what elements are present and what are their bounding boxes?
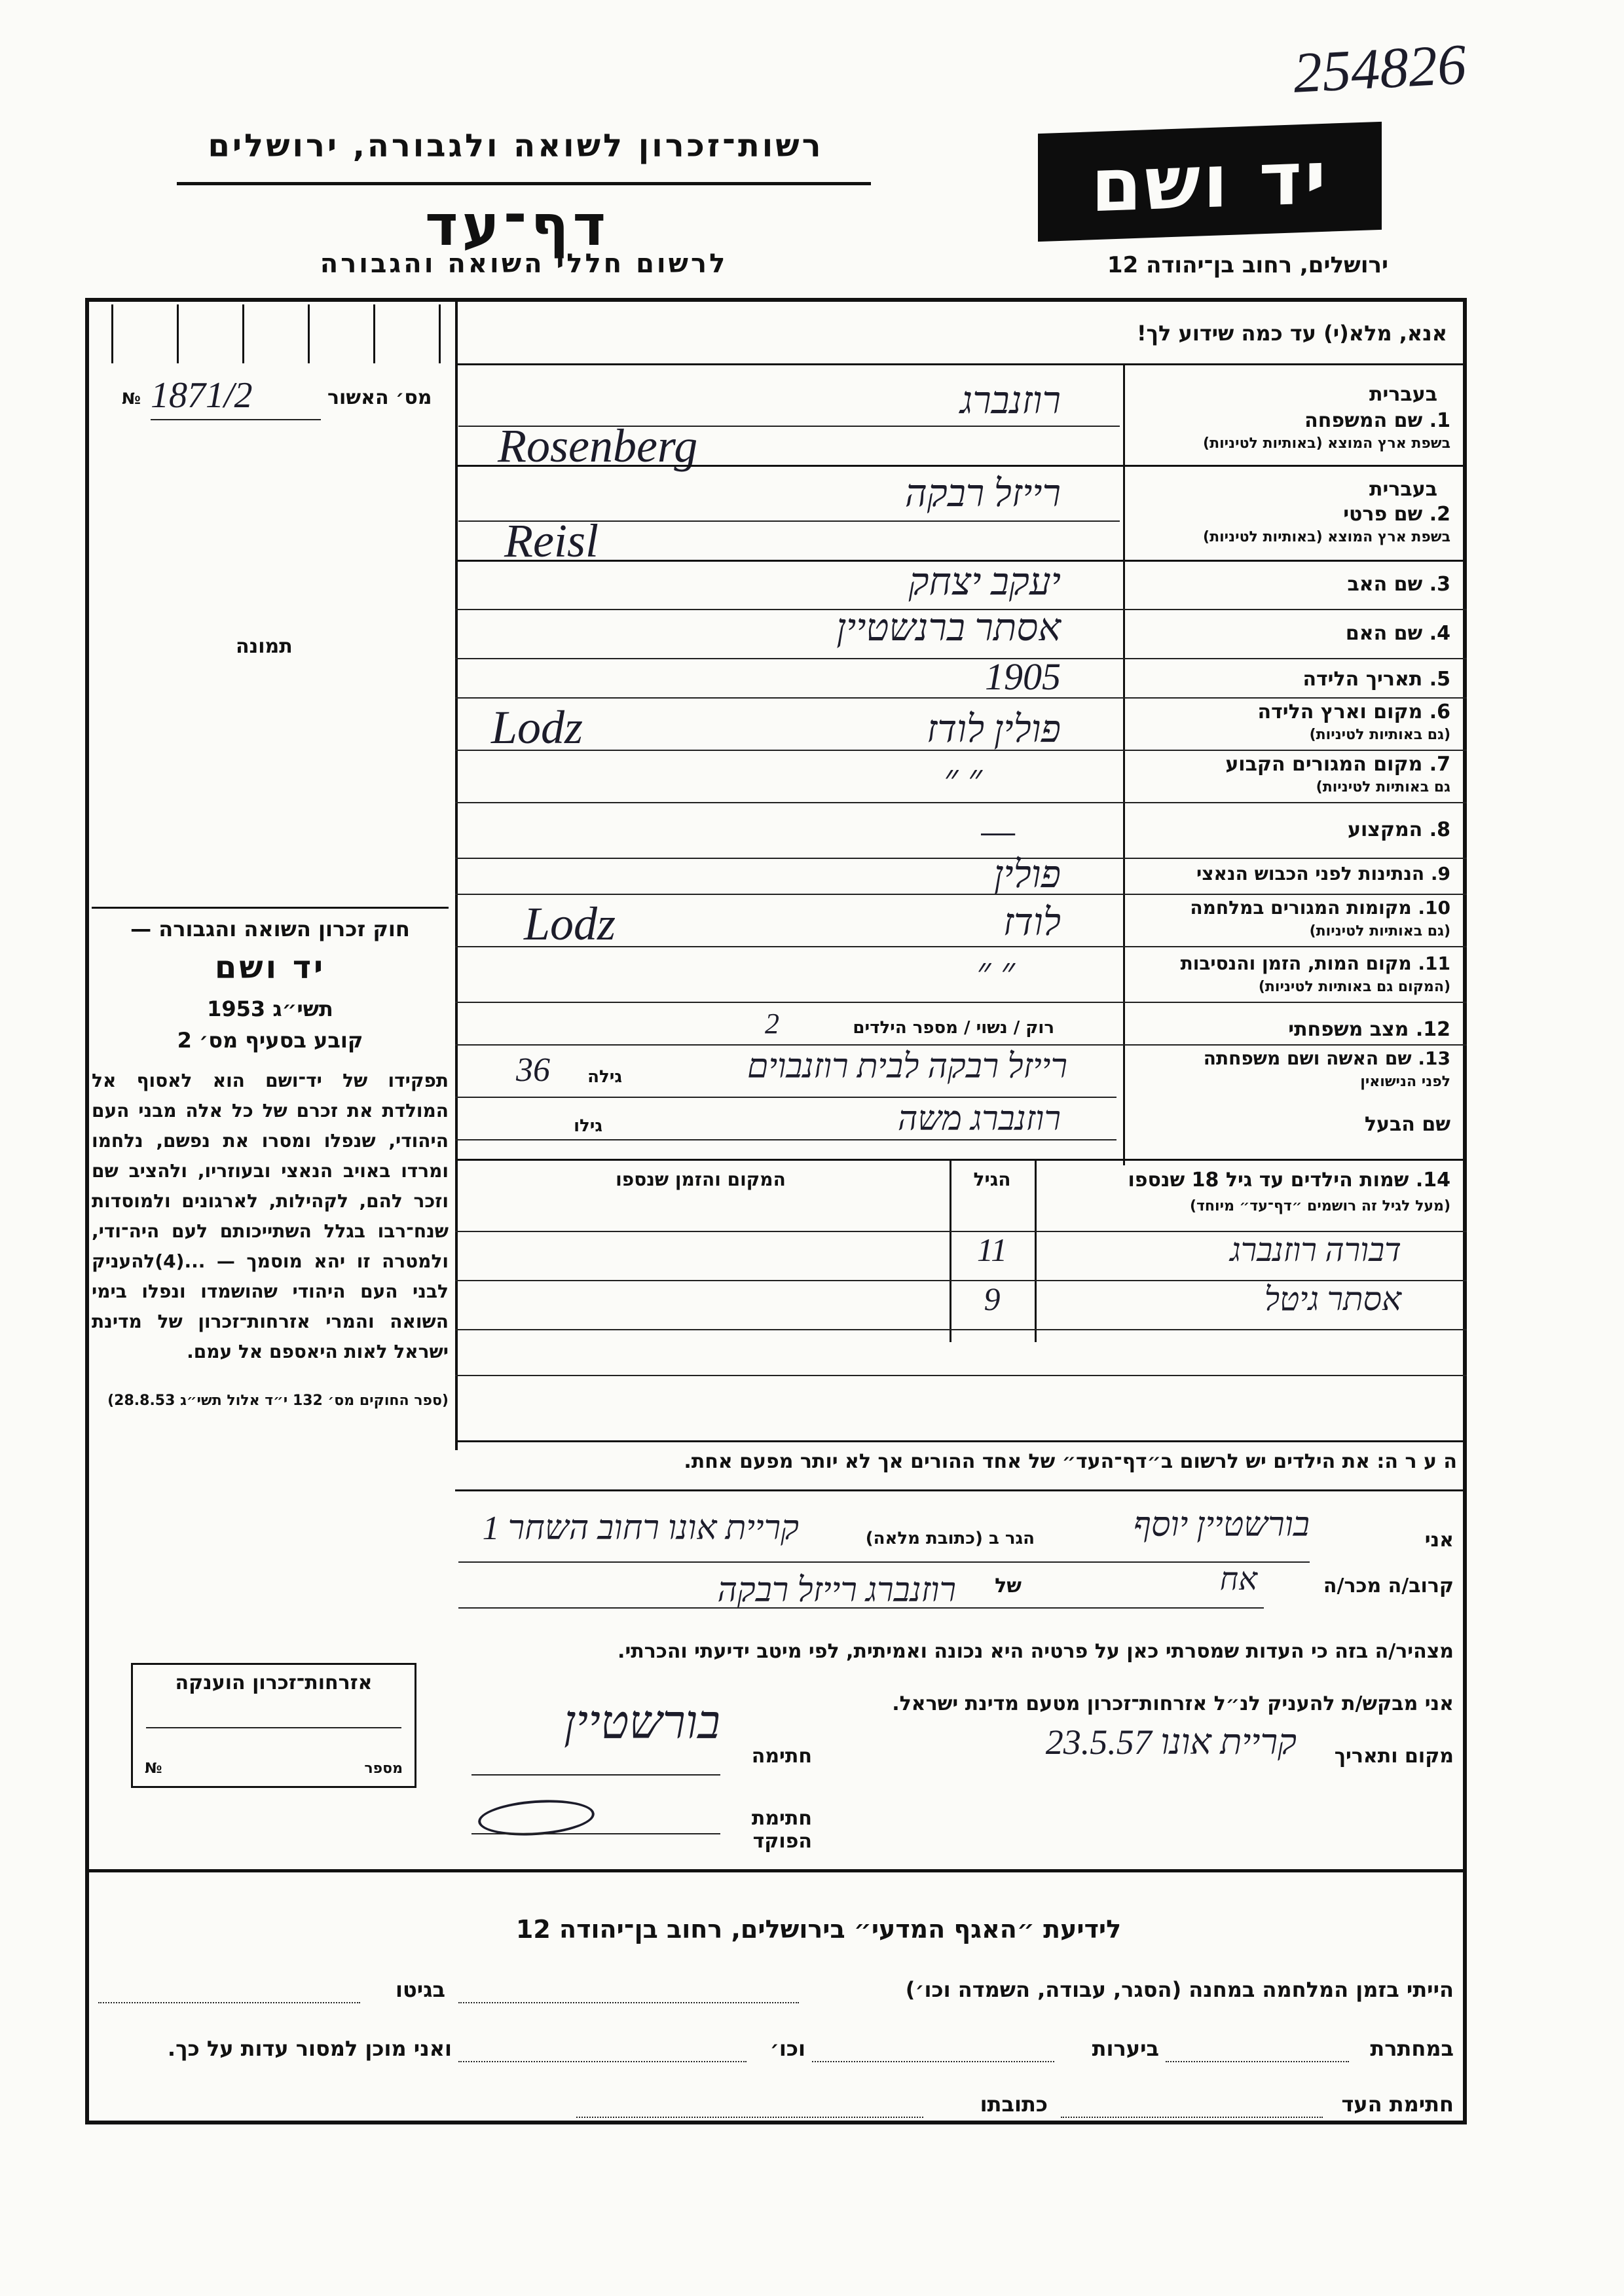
fill-line [458,2002,799,2003]
decl-subject: רוזנברג רייזל רבקה [717,1572,956,1609]
row-divider [455,894,1467,895]
f12-label: 12. מצב משפחתי [1288,1018,1450,1041]
place-date-value: קריית אונו 23.5.57 [1045,1722,1297,1762]
f5-value: 1905 [985,655,1061,698]
f7-sub: גם באותיות לטיניות) [1316,779,1450,795]
row-divider [455,697,1467,699]
law-body: תפקידו של יד־ושם הוא לאסוף אל המולדת את זכרם של כל אלה מבני העם היהודי, שנפלו ומסרו את נפשם, נלחמו ומרדו באויב הנאצי ובעוזריו, ולהציב שם וזכר להם, לקהילות, לארגונים ולמוסדות שנח־רבו בגלל השתייכותם לעם היה־ודי, ולמטרה זו יהא מוסמך — ...(4)להעניק לבני העם היהודי שהושמדו ונפלו בימי השואה והמרי אזרחות־זכרון של מדינת ישראל לאות היאספם אל עמם. [92,1070,449,1362]
f6-label: 6. מקום וארץ הלידה [1257,701,1450,723]
f6-sub: (גם באותיות לטיניות) [1309,727,1450,743]
law-footnote: (ספר החוקים מס׳ 132 י״ד אלול תשי״ג 28.8.53) [107,1393,449,1409]
row-divider [455,750,1467,751]
instruction-text: אנא, מלא(י) עד כמה שידוע לך! [1136,321,1447,346]
f13-age-value: 36 [516,1051,550,1089]
approval-tick-boxes [98,304,452,363]
decl-line [458,1607,1264,1609]
bottom-section-divider [85,1869,1467,1872]
husband-label: שם הבעל [1364,1113,1450,1136]
f11-label: 11. מקום המות, הזמן והנסיבות [1180,953,1450,974]
f4-label: 4. שם האם [1345,622,1450,645]
f10-label: 10. מקומות המגורים במלחמה [1190,897,1450,919]
row-divider [455,1375,1467,1376]
f10-sub: (גם באותיות לטיניות) [1309,923,1450,939]
law-year: תשי״ג 1953 [207,996,333,1021]
f10-latin-value: Lodz [524,898,616,950]
f13-sub: לפני הנישואין [1360,1074,1450,1090]
f1-sub: בשפת ארץ המוצא (באותיות לטיניות) [1203,435,1450,452]
law-panel [92,917,449,1493]
fill-line [576,2117,923,2118]
signature-value: בורשטיין [563,1696,720,1749]
signature-label: חתימה [751,1745,812,1768]
archive-number: 254826 [1291,33,1468,105]
child-2-name: אסתר גיטל [1264,1281,1401,1317]
f9-label: 9. הנתינות לפני הכבוש הנאצי [1196,863,1450,884]
row-divider [455,1002,1467,1003]
fill-line [98,2002,360,2003]
place-date-label: מקום ותאריך [1334,1745,1454,1768]
decl-relation-label: קרוב/ה מכר/ה [1323,1575,1454,1597]
f2-hebrew-value: רייזל רבקה [904,472,1061,515]
law-panel-top [92,907,449,909]
bottom-title: לידיעת ״האגף המדעי״ בירושלים, רחוב בן־יהודה 12 [515,1915,1122,1944]
note-top-line [455,1440,1467,1442]
approval-label: מס׳ האשור [327,386,432,409]
f6-hebrew-value: פולין לודז [927,708,1061,750]
col-place-header: המקום והזמן שנספו [616,1169,786,1190]
husband-value: רוזנברג משה [897,1101,1061,1138]
f12-options: רוק / נשוי / מספר הילדים [853,1018,1054,1038]
bottom-line2-c: וכו׳ [769,2036,805,2061]
f1-label: 1. שם המשפחה [1304,409,1450,432]
decl-of: של [995,1575,1022,1597]
form-subtitle: לרשום חללי השואה והגבורה [320,249,728,279]
decl-address: קריית אונו רחוב השחר 1 [482,1510,799,1547]
bottom-line3-a: חתימת העד [1341,2092,1454,2117]
page-title: דף־עד [424,193,610,259]
officer-label: חתימת הפוקד [751,1807,812,1853]
fill-line [1061,2117,1323,2118]
f8-label: 8. המקצוע [1348,818,1450,841]
row-line [455,1097,1116,1098]
signature-line [471,1774,720,1776]
f7-label: 7. מקום המגורים הקבוע [1225,753,1450,776]
memorial-number-label: מספר [364,1760,403,1777]
memorial-no-label: № [145,1760,162,1777]
f1-latin-value: Rosenberg [498,420,698,472]
hebrew-tag-1: בעברית [1369,383,1437,406]
husband-age-label: גילו [574,1116,602,1136]
address-line: ירושלים, רחוב בן־יהודה 12 [1107,252,1388,278]
bottom-line1-a: הייתי בזמן המלחמה במחנה (הסגר, עבודה, השמדה וכו׳) [905,1977,1454,2002]
memorial-box [131,1663,416,1788]
note-text: ה ע ר ה: את הילדים יש לרשום ב״דף־העד״ של אחד ההורים אך לא יותר מפעם אחת. [684,1450,1457,1473]
child-1-age: 11 [976,1231,1008,1268]
decl-relation: אח [1219,1562,1257,1597]
col-age-header: הגיל [973,1169,1011,1190]
bottom-line2-b: ביערות [1092,2036,1159,2061]
authority-header: רשות־זכרון לשואה ולגבורה, ירושלים [208,128,824,164]
fill-line [1166,2061,1349,2062]
fill-line [812,2061,1054,2062]
decl-statement: מצהיר/ה בזה כי העדות שמסרתי כאן על פרטיה היא נכונה ואמיתית, לפי מיטב ידיעתי והכרתי. [618,1640,1454,1663]
f2-label: 2. שם פרטי [1343,503,1450,526]
fill-line [458,2061,747,2062]
decl-address-label: הגר ב (כתובת מלאה) [865,1529,1035,1548]
photo-label: תמונה [236,635,293,658]
f7-value: ״ ״ [944,757,982,799]
f6-latin-value: Lodz [491,701,583,754]
f5-label: 5. תאריך הלידה [1302,668,1450,691]
row-divider [455,1044,1467,1046]
f12-children-value: 2 [765,1008,779,1040]
f13-value: רייזל רבקה לבית רוזנבוים [747,1048,1067,1085]
f9-value: פולין [993,853,1061,896]
approval-underline [151,419,321,420]
approval-number: 1871/2 [151,375,253,416]
f2-latin-value: Reisl [504,515,599,567]
decl-request: אני מבקש/ת להעניק לנ״ל אזרחות־זכרון מטעם מדינת ישראל. [892,1692,1454,1715]
row-divider [455,802,1467,803]
row-line [455,1139,1116,1140]
bottom-line1-b: בגיטו [396,1977,445,2002]
col-divider [1035,1159,1037,1342]
f11-sub: (המקום גם באותיות לטיניות) [1258,979,1450,995]
note-bottom-line [455,1489,1467,1491]
f10-hebrew-value: לודז [1003,901,1061,943]
hebrew-tag-2: בעברית [1369,478,1437,501]
bottom-line2-a: במחתרת [1370,2036,1454,2061]
f3-value: יעקב יצחק [908,560,1061,603]
row-divider [455,1329,1467,1330]
law-title: חוק זכרון השואה והגבורה — [130,917,410,941]
bottom-line3-b: כתובתו [980,2092,1048,2117]
number-sign: № [122,390,141,408]
f13-label: 13. שם האשה ושם משפחתה [1203,1048,1450,1069]
child-1-name: דבורה רוזנברג [1230,1231,1401,1268]
officer-line [471,1833,720,1834]
children-label: 14. שמות הילדים עד גיל 18 שנספו [1128,1169,1450,1192]
yad-vashem-logo [1038,122,1382,242]
decl-name: בורשטיין יוסף [1133,1506,1310,1544]
child-2-age: 9 [984,1281,1001,1317]
f11-value: ״ ״ [976,950,1015,993]
memorial-box-title: אזרחות־זכרון הוענקה [175,1671,373,1694]
children-divider [455,1159,1467,1161]
f8-value: — [981,809,1015,852]
divider [455,363,1467,365]
logo-text: יד ושם [1090,135,1329,228]
col-divider [950,1159,951,1342]
f13-age-label: גילה [587,1067,622,1087]
f1-hebrew-value: רוזנברג [960,379,1061,422]
children-sub: (מעל לגיל זה רושמים ״דף־עד״ מיוחד) [1189,1198,1450,1214]
law-name: יד ושם [214,949,326,986]
f4-value: אסתר ברנשטיין [836,606,1061,649]
header-underline [177,182,871,185]
bottom-line2-d: ואני מוכן למסור עדות על כך. [167,2036,452,2061]
decl-prefix: אני [1424,1529,1454,1552]
row-divider [455,465,1467,467]
f2-sub: בשפת ארץ המוצא (באותיות לטיניות) [1203,529,1450,545]
f3-label: 3. שם האב [1347,573,1450,596]
row-divider [455,946,1467,947]
memorial-line [146,1727,401,1728]
law-section: קובע בסעיף מס׳ 2 [177,1028,363,1053]
